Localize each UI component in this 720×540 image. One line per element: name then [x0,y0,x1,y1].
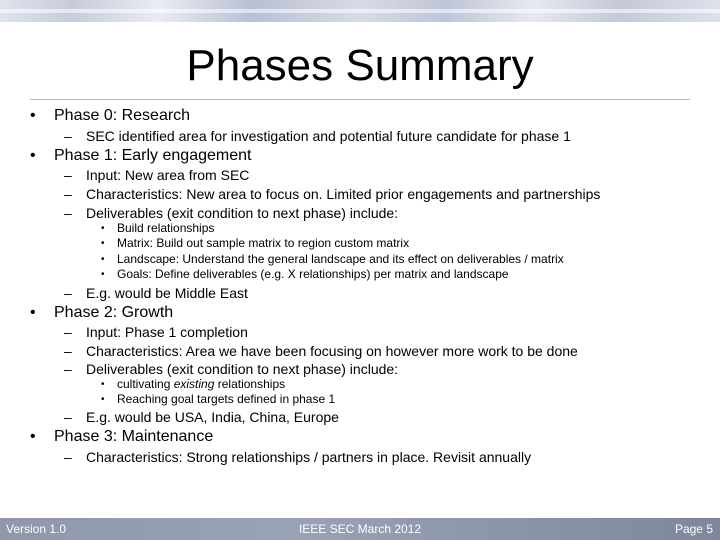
bullet-text: Deliverables (exit condition to next phase) include: [86,361,399,377]
bullet-marker: • [101,379,105,390]
bullet-text: E.g. would be Middle East [86,285,248,301]
list-item [64,185,601,203]
bullet-text: Deliverables (exit condition to next phase) include: [86,205,399,221]
bullet-marker: • [101,254,105,265]
dash-marker: – [64,128,72,144]
footer-event: IEEE SEC March 2012 [298,522,422,536]
bullet-text: Characteristics: Area we have been focusing on however more work to be done [86,343,578,359]
bullet-text: Phase 1: Early engagement [54,147,252,164]
list-item [64,342,578,360]
bullet-marker: • [101,238,105,249]
bullet-marker: • [30,147,36,164]
dash-marker: – [64,285,72,301]
bullet-marker: • [101,223,105,234]
list-item [30,146,252,166]
bullet-text: Input: New area from SEC [86,167,250,183]
bullet-text: relationships [217,377,286,391]
title-divider [30,99,690,100]
bullet-marker: • [30,304,36,321]
bullet-text: Phase 2: Growth [54,304,174,321]
list-item [64,284,248,302]
list-item [64,127,571,145]
bullet-marker: • [101,269,105,280]
bullet-text: cultivating [117,377,171,391]
list-item [101,267,509,282]
top-decor-stripe [0,9,720,13]
bullet-text: Phase 0: Research [54,107,191,124]
emphasis-text: existing [173,377,215,391]
list-item [30,427,214,447]
bullet-marker: • [101,394,105,405]
list-item [101,236,410,251]
list-item [30,106,191,126]
dash-marker: – [64,343,72,359]
list-item [64,166,250,184]
slide-footer [0,518,720,540]
bullet-text: Build relationships [117,221,215,235]
slide-title: Phases Summary [186,41,534,90]
dash-marker: – [64,409,72,425]
bullet-text: Matrix: Build out sample matrix to region custom matrix [117,236,410,250]
dash-marker: – [64,361,72,377]
list-item [64,448,532,466]
list-item [64,204,399,222]
bullet-marker: • [30,107,36,124]
dash-marker: – [64,205,72,221]
dash-marker: – [64,167,72,183]
bullet-text: Reaching goal targets defined in phase 1 [117,392,336,406]
bullet-text: Phase 3: Maintenance [54,428,214,445]
dash-marker: – [64,324,72,340]
dash-marker: – [64,186,72,202]
list-item [101,252,564,267]
footer-version: Version 1.0 [6,522,67,536]
list-item [30,303,174,323]
bullet-text: Input: Phase 1 completion [86,324,248,340]
list-item [64,360,399,378]
bullet-text: E.g. would be USA, India, China, Europe [86,409,339,425]
list-item [64,408,339,426]
footer-page-number: Page 5 [674,522,713,536]
bullet-text: Characteristics: New area to focus on. Limited prior engagements and partnerships [86,186,601,202]
top-decor-band [0,0,720,22]
bullet-text: Goals: Define deliverables (e.g. X relationships) per matrix and landscape [117,267,509,281]
list-item [101,392,336,407]
bullet-marker: • [30,428,36,445]
bullet-text: Landscape: Understand the general landscape and its effect on deliverables / matrix [117,252,564,266]
bullet-text: Characteristics: Strong relationships / partners in place. Revisit annually [86,449,532,465]
list-item [101,221,215,236]
list-item [64,323,248,341]
bullet-text: SEC identified area for investigation and potential future candidate for phase 1 [86,128,571,144]
dash-marker: – [64,449,72,465]
list-item [101,377,286,392]
